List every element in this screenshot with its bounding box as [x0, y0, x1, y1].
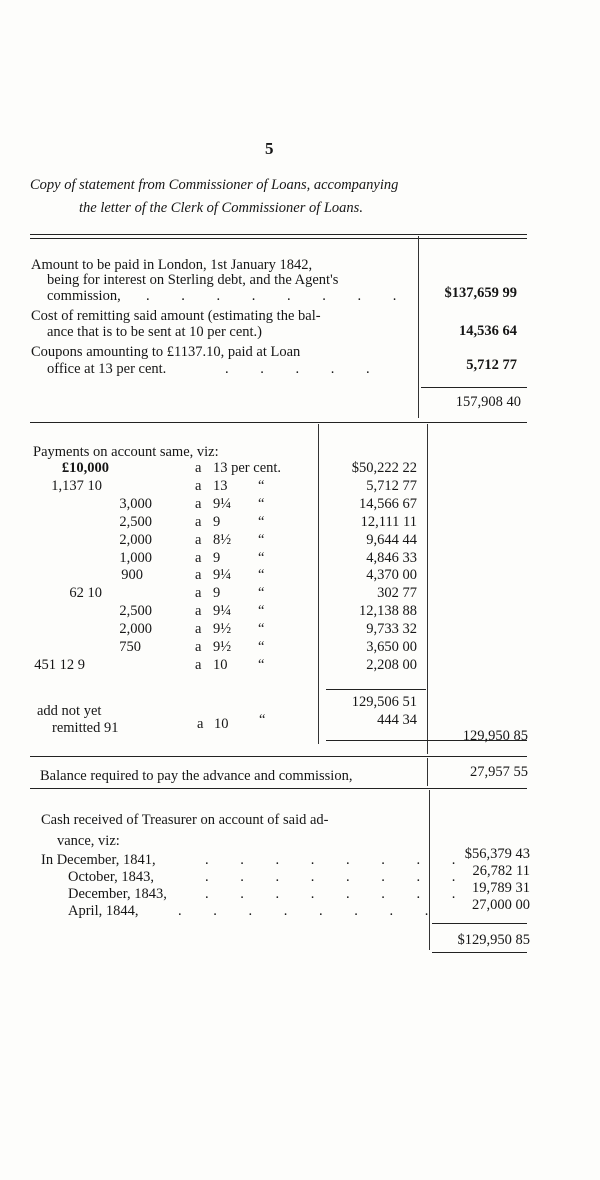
- payment-dollar-amount: 302 77: [377, 585, 417, 602]
- payment-rate: 9¼: [213, 495, 232, 512]
- page-number: 5: [265, 139, 274, 158]
- payment-dollar-amount: 14,566 67: [359, 495, 417, 512]
- cash-row-amount: 19,789 31: [472, 880, 530, 896]
- payment-dollar-amount: 3,650 00: [366, 639, 417, 655]
- payment-rate: 9: [213, 585, 221, 602]
- payment-pound-amount: 900: [121, 567, 143, 584]
- item2-line2: ance that is to be sent at 10 per cent.): [47, 324, 263, 340]
- payment-dollar-amount: 5,712 77: [366, 477, 417, 494]
- cash-row-label: April, 1844,: [68, 903, 139, 919]
- add-line2: remitted 91: [52, 720, 119, 736]
- payment-pound-amount: 62 10: [69, 585, 102, 602]
- balance-amount: 27,957 55: [470, 764, 528, 780]
- payment-at: a: [195, 495, 202, 512]
- payment-at: a: [195, 603, 202, 620]
- leader-dots: . . . . . . . .: [146, 288, 411, 304]
- item3-line2: office at 13 per cent.: [47, 361, 167, 377]
- item3-line1: Coupons amounting to £1137.10, paid at Loan: [31, 344, 301, 360]
- payment-pound-amount: 451 12 9: [34, 656, 85, 673]
- payment-rate: 9½: [213, 621, 232, 638]
- ditto-mark: “: [258, 531, 265, 548]
- ditto-mark: “: [258, 477, 265, 494]
- payment-rate: 13 per cent.: [213, 460, 282, 476]
- payment-at: a: [195, 477, 202, 494]
- ditto-mark: “: [259, 712, 266, 728]
- payment-at: a: [195, 567, 202, 584]
- caption-line-1: Copy of statement from Commissioner of Loans, accompanying: [30, 177, 399, 193]
- ditto-mark: “: [258, 549, 265, 566]
- cash-line1: Cash received of Treasurer on account of said ad-: [41, 812, 329, 828]
- sum-rule: [421, 387, 527, 388]
- cash-row-label: In December, 1841,: [41, 852, 156, 868]
- payments-column-rule: [318, 424, 319, 744]
- add-line1: add not yet: [37, 703, 102, 719]
- item2-amount: 14,536 64: [459, 323, 517, 339]
- top-total: 157,908 40: [455, 394, 521, 410]
- add-rate: 10: [214, 716, 229, 732]
- payment-at: a: [195, 621, 202, 638]
- cash-row-label: October, 1843,: [68, 869, 154, 885]
- cash-row-label: December, 1843,: [68, 886, 167, 902]
- payment-rate: 9: [213, 549, 221, 566]
- add-a: a: [197, 716, 204, 732]
- cash-bottom-rule: [432, 952, 527, 953]
- ditto-mark: “: [258, 621, 265, 638]
- payment-pound-amount: 750: [119, 639, 141, 655]
- item1-line1: Amount to be paid in London, 1st January 1842,: [31, 257, 313, 273]
- item1-line3: commission,: [47, 288, 121, 304]
- item1-line2: being for interest on Sterling debt, and the Agent's: [47, 272, 339, 288]
- cash-line2: vance, viz:: [57, 833, 120, 849]
- ditto-mark: “: [258, 585, 265, 602]
- payment-pound-amount: 1,137 10: [51, 477, 102, 494]
- payment-rate: 9¼: [213, 603, 232, 620]
- cash-total: $129,950 85: [457, 932, 530, 948]
- subtotal-rule: [326, 689, 426, 690]
- payments-total: 129,950 85: [462, 728, 528, 744]
- payment-rate: 9¼: [213, 567, 232, 584]
- amount-column-rule-top: [418, 236, 419, 418]
- cash-sum-rule: [432, 923, 527, 924]
- payment-pound-amount: £10,000: [61, 460, 109, 476]
- payment-pound-amount: 2,000: [119, 531, 152, 548]
- payment-pound-amount: 1,000: [119, 549, 152, 566]
- payment-pound-amount: 3,000: [119, 495, 152, 512]
- payment-dollar-amount: 2,208 00: [366, 656, 417, 673]
- payment-pound-amount: 2,000: [119, 621, 152, 638]
- amount-column-rule-mid: [427, 424, 428, 754]
- payment-dollar-amount: 4,846 33: [366, 549, 417, 566]
- payment-at: a: [195, 656, 202, 673]
- ditto-mark: “: [258, 513, 265, 530]
- payment-rate: 9½: [213, 639, 232, 655]
- top-rule: [30, 234, 527, 235]
- payment-at: a: [195, 549, 202, 566]
- caption-line-2: the letter of the Clerk of Commissioner of Loans.: [79, 200, 363, 216]
- payment-rate: 8½: [213, 531, 232, 548]
- payment-at: a: [195, 639, 202, 655]
- payment-at: a: [195, 460, 202, 476]
- add-amount: 444 34: [377, 712, 417, 728]
- cash-row-amount: 27,000 00: [472, 897, 530, 913]
- item3-amount: 5,712 77: [466, 357, 517, 373]
- balance-column-rule: [427, 758, 428, 786]
- payment-dollar-amount: 12,111 11: [360, 513, 417, 530]
- cash-row-amount: $56,379 43: [464, 846, 530, 862]
- payment-at: a: [195, 585, 202, 602]
- balance-label: Balance required to pay the advance and commission,: [40, 768, 353, 784]
- payment-dollar-amount: 4,370 00: [366, 567, 417, 584]
- item1-amount: $137,659 99: [444, 285, 517, 301]
- payment-dollar-amount: 9,644 44: [366, 531, 417, 548]
- leader-dots: . . . . .: [225, 361, 384, 377]
- ditto-mark: “: [258, 656, 265, 673]
- ditto-mark: “: [258, 603, 265, 620]
- payment-pound-amount: 2,500: [119, 603, 152, 620]
- leader-dots: . . . . . . . .: [205, 869, 470, 885]
- section-rule: [30, 422, 527, 423]
- ditto-mark: “: [258, 639, 265, 655]
- payment-rate: 9: [213, 513, 221, 530]
- payment-pound-amount: 2,500: [119, 513, 152, 530]
- top-rule-thin: [30, 238, 527, 239]
- leader-dots: . . . . . . . .: [178, 903, 443, 919]
- leader-dots: . . . . . . . .: [205, 852, 470, 868]
- payment-at: a: [195, 513, 202, 530]
- balance-rule-bottom: [30, 788, 527, 789]
- payment-at: a: [195, 531, 202, 548]
- ditto-mark: “: [258, 567, 265, 584]
- payment-rate: 10: [213, 656, 228, 673]
- ditto-mark: “: [258, 495, 265, 512]
- payment-dollar-amount: $50,222 22: [351, 460, 417, 476]
- leader-dots: . . . . . . . .: [205, 886, 470, 902]
- cash-row-amount: 26,782 11: [472, 863, 530, 879]
- payment-rate: 13: [213, 477, 228, 494]
- balance-rule-top: [30, 756, 527, 757]
- payments-subtotal: 129,506 51: [351, 694, 417, 710]
- item2-line1: Cost of remitting said amount (estimating the bal-: [31, 308, 321, 324]
- payment-dollar-amount: 12,138 88: [359, 603, 417, 620]
- payments-heading: Payments on account same, viz:: [33, 444, 219, 460]
- payment-dollar-amount: 9,733 32: [366, 621, 417, 638]
